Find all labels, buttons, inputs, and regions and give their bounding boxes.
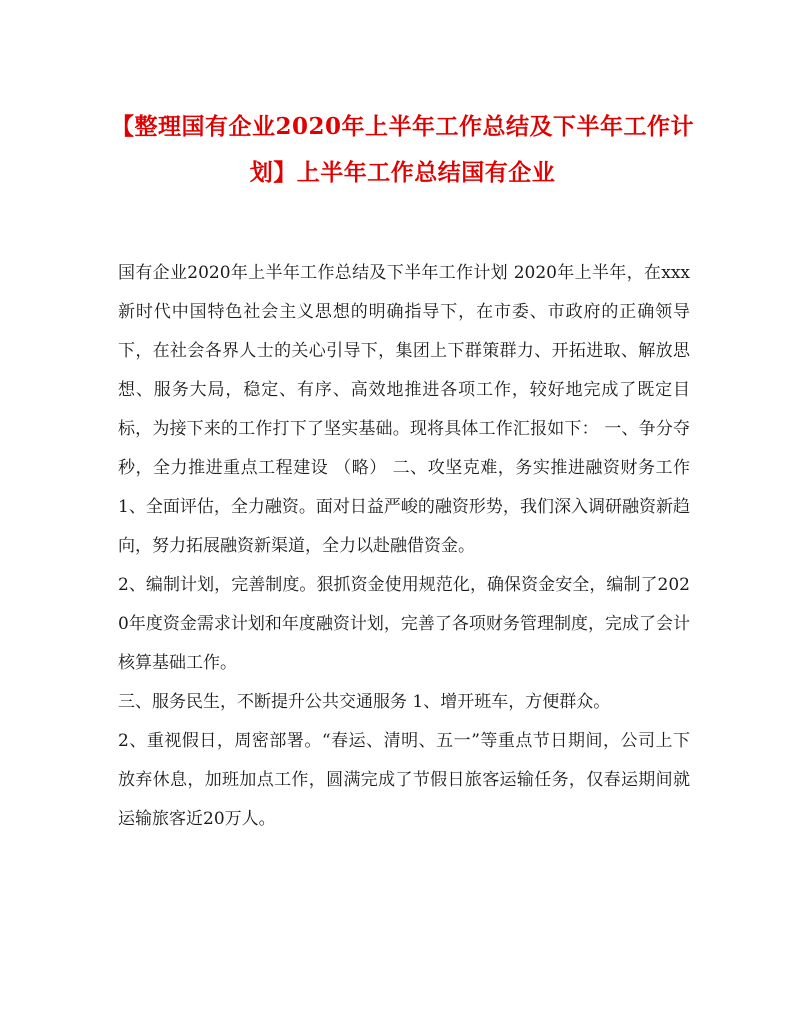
paragraph-holidays: 2、重视假日，周密部署。“春运、清明、五一”等重点节日期间，公司上下放弃休息，加班加点工作，圆满完成了节假日旅客运输任务，仅春运期间就运输旅客近20万人。 [118,731,690,829]
paragraph-intro: 国有企业2020年上半年工作总结及下半年工作计划 2020年上半年，在xxx新时代中国特色社会主义思想的明确指导下，在市委、市政府的正确领导下，在社会各界人士的关心引导下，集团上下群策群力、开拓进取、解放思想、服务大局，稳定、有序、高效地推进各项工作，较好地完成了既定目标，为接下来的工作打下了坚实基础。现将具体工作汇报如下： 一、争分夺秒，全力推进重点工程建设 （略） 二、攻坚克难，务实推进融资财务工作 1、全面评估，全力融资。面对日益严峻的融资形势，我们深入调研融资新趋向，努力拓展融资新渠道，全力以赴融借资金。 [118,263,690,556]
document-body [118,254,690,839]
paragraph-planning: 2、编制计划，完善制度。狠抓资金使用规范化，确保资金安全，编制了2020年度资金需求计划和年度融资计划，完善了各项财务管理制度，完成了会计核算基础工作。 [118,575,690,673]
paragraph-public-transport: 三、服务民生，不断提升公共交通服务 1、增开班车，方便群众。 [118,692,611,712]
document-title: 【整理国有企业2020年上半年工作总结及下半年工作计划】上半年工作总结国有企业 [110,113,694,186]
